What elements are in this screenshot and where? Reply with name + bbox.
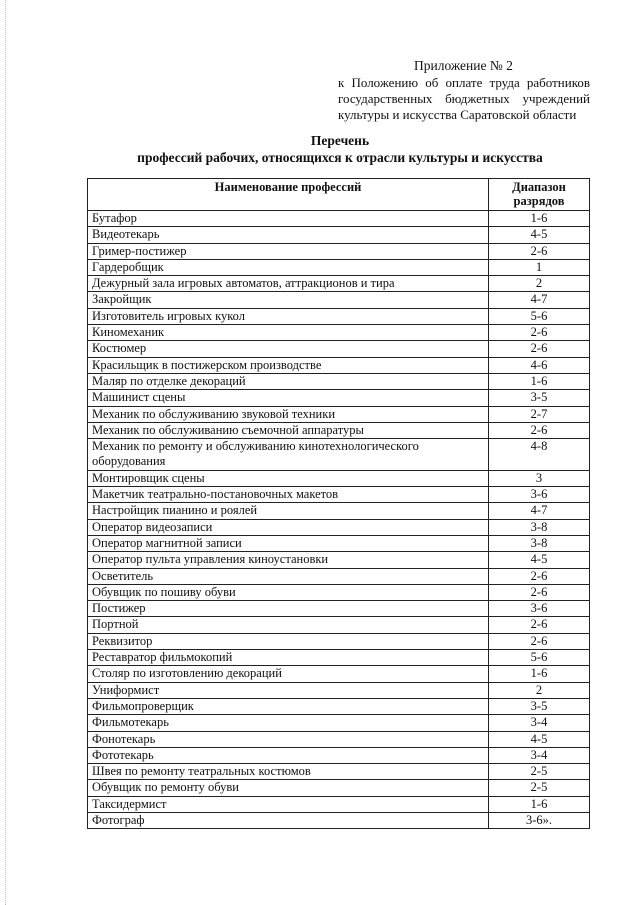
grade-range: 1-6	[489, 373, 590, 389]
profession-name: Столяр по изготовлению декораций	[88, 666, 489, 682]
table-row	[88, 373, 590, 389]
grade-range: 3-6».	[489, 812, 590, 828]
table-row	[88, 259, 590, 275]
profession-name: Реквизитор	[88, 633, 489, 649]
profession-name: Видеотекарь	[88, 227, 489, 243]
grade-range: 3-8	[489, 519, 590, 535]
profession-name: Фотограф	[88, 812, 489, 828]
grade-range: 3-6	[489, 487, 590, 503]
profession-name: Реставратор фильмокопий	[88, 650, 489, 666]
grade-range: 3-4	[489, 715, 590, 731]
table-header-row	[88, 179, 590, 211]
heading-subtitle: профессий рабочих, относящихся к отрасли культуры и искусства	[137, 150, 543, 165]
profession-name: Закройщик	[88, 292, 489, 308]
grade-range: 4-5	[489, 552, 590, 568]
grade-range: 3-4	[489, 747, 590, 763]
table-row	[88, 780, 590, 796]
grade-range: 2-6	[489, 617, 590, 633]
grade-range: 3-5	[489, 698, 590, 714]
profession-name: Фильмопроверщик	[88, 698, 489, 714]
table-row	[88, 682, 590, 698]
grade-range: 2-6	[489, 568, 590, 584]
profession-name: Костюмер	[88, 341, 489, 357]
profession-name: Монтировщик сцены	[88, 470, 489, 486]
appendix-line: к Положению об оплате труда работников	[338, 75, 590, 90]
table-row	[88, 308, 590, 324]
table-row	[88, 812, 590, 828]
table-row	[88, 211, 590, 227]
profession-name: Оператор магнитной записи	[88, 535, 489, 551]
table-row	[88, 747, 590, 763]
grade-range: 4-7	[489, 503, 590, 519]
table-row	[88, 666, 590, 682]
professions-table	[87, 178, 590, 829]
grade-range: 2	[489, 276, 590, 292]
table-row	[88, 519, 590, 535]
table-row	[88, 243, 590, 259]
profession-name: Изготовитель игровых кукол	[88, 308, 489, 324]
grade-range: 2-6	[489, 584, 590, 600]
profession-name: Фонотекарь	[88, 731, 489, 747]
grade-range: 1-6	[489, 796, 590, 812]
grade-range: 3-5	[489, 390, 590, 406]
table-row	[88, 601, 590, 617]
grade-range: 1-6	[489, 211, 590, 227]
appendix-reference	[338, 75, 590, 123]
header-profession-name: Наименование профессий	[88, 179, 489, 211]
profession-name: Обувщик по пошиву обуви	[88, 584, 489, 600]
table-row	[88, 325, 590, 341]
table-row	[88, 439, 590, 471]
grade-range: 2-6	[489, 422, 590, 438]
profession-name: Портной	[88, 617, 489, 633]
profession-name: Постижер	[88, 601, 489, 617]
table-row	[88, 731, 590, 747]
grade-range: 5-6	[489, 650, 590, 666]
table-row	[88, 535, 590, 551]
profession-name: Гример-постижер	[88, 243, 489, 259]
table-row	[88, 470, 590, 486]
profession-name: Машинист сцены	[88, 390, 489, 406]
table-row	[88, 503, 590, 519]
profession-name: Киномеханик	[88, 325, 489, 341]
profession-name: Швея по ремонту театральных костюмов	[88, 764, 489, 780]
appendix-line: государственных бюджетных учреждений	[338, 91, 590, 106]
heading-title: Перечень	[310, 133, 370, 148]
profession-name: Фильмотекарь	[88, 715, 489, 731]
grade-range: 2	[489, 682, 590, 698]
table-row	[88, 552, 590, 568]
profession-name: Дежурный зала игровых автоматов, аттракционов и тира	[88, 276, 489, 292]
table-row	[88, 406, 590, 422]
grade-range: 3	[489, 470, 590, 486]
grade-range: 2-6	[489, 341, 590, 357]
profession-name: Маляр по отделке декораций	[88, 373, 489, 389]
profession-name: Механик по обслуживанию съемочной аппаратуры	[88, 422, 489, 438]
grade-range: 1-6	[489, 666, 590, 682]
document-heading	[0, 132, 640, 166]
table-row	[88, 227, 590, 243]
grade-range: 2-7	[489, 406, 590, 422]
grade-range: 4-6	[489, 357, 590, 373]
grade-range: 3-8	[489, 535, 590, 551]
profession-name: Оператор пульта управления киноустановки	[88, 552, 489, 568]
grade-range: 4-5	[489, 731, 590, 747]
grade-range: 4-8	[489, 439, 590, 471]
professions-table-body	[88, 211, 590, 829]
table-row	[88, 341, 590, 357]
table-row	[88, 764, 590, 780]
profession-name: Механик по ремонту и обслуживанию кинотехнологического оборудования	[88, 439, 489, 471]
table-row	[88, 650, 590, 666]
table-row	[88, 276, 590, 292]
table-row	[88, 390, 590, 406]
profession-name: Настройщик пианино и роялей	[88, 503, 489, 519]
grade-range: 4-5	[489, 227, 590, 243]
table-row	[88, 633, 590, 649]
profession-name: Униформист	[88, 682, 489, 698]
grade-range: 2-5	[489, 764, 590, 780]
profession-name: Красильщик в постижерском производстве	[88, 357, 489, 373]
grade-range: 2-5	[489, 780, 590, 796]
table-row	[88, 357, 590, 373]
table-row	[88, 584, 590, 600]
table-row	[88, 715, 590, 731]
profession-name: Таксидермист	[88, 796, 489, 812]
table-row	[88, 568, 590, 584]
header-grade-range: Диапазон разрядов	[489, 179, 590, 211]
grade-range: 2-6	[489, 633, 590, 649]
profession-name: Фототекарь	[88, 747, 489, 763]
profession-name: Оператор видеозаписи	[88, 519, 489, 535]
profession-name: Механик по обслуживанию звуковой техники	[88, 406, 489, 422]
appendix-line: культуры и искусства Саратовской области	[338, 107, 577, 122]
table-row	[88, 487, 590, 503]
profession-name: Макетчик театрально-постановочных макетов	[88, 487, 489, 503]
grade-range: 2-6	[489, 243, 590, 259]
table-row	[88, 422, 590, 438]
grade-range: 5-6	[489, 308, 590, 324]
grade-range: 3-6	[489, 601, 590, 617]
table-row	[88, 698, 590, 714]
profession-name: Бутафор	[88, 211, 489, 227]
profession-name: Обувщик по ремонту обуви	[88, 780, 489, 796]
profession-name: Гардеробщик	[88, 259, 489, 275]
grade-range: 1	[489, 259, 590, 275]
grade-range: 2-6	[489, 325, 590, 341]
profession-name: Осветитель	[88, 568, 489, 584]
table-row	[88, 292, 590, 308]
table-row	[88, 617, 590, 633]
appendix-number: Приложение № 2	[414, 58, 513, 73]
table-row	[88, 796, 590, 812]
appendix-block	[338, 58, 590, 123]
grade-range: 4-7	[489, 292, 590, 308]
